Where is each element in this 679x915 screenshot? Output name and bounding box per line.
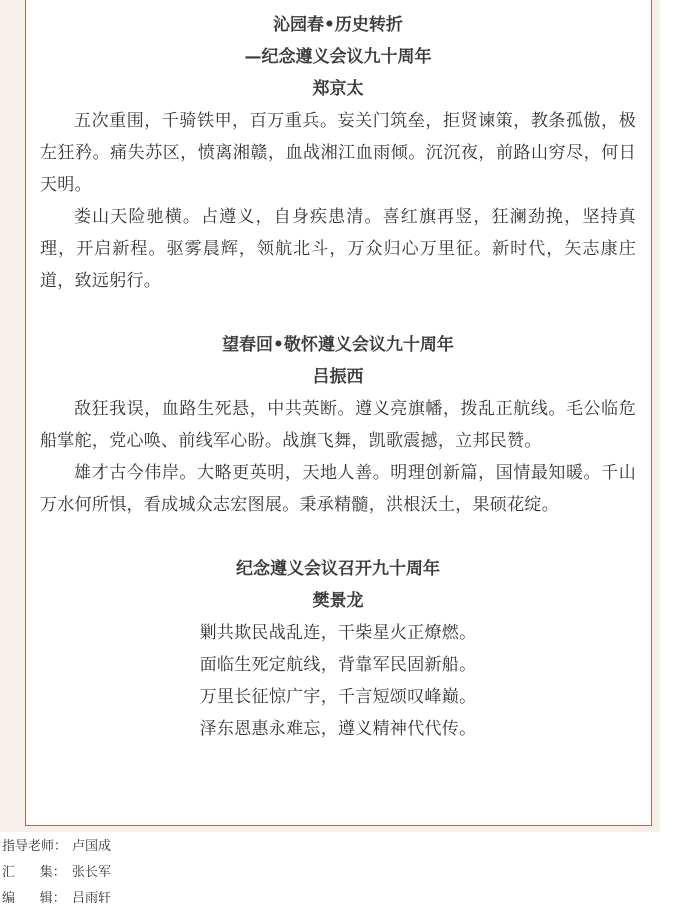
- poem-2-title: 望春回•敬怀遵义会议九十周年: [222, 335, 454, 355]
- poem-2-paragraph-2: 雄才古今伟岸。大略更英明，天地人善。明理创新篇，国情最知暖。千山万水何所惧，看成城众志宏图展。秉承精髓，洪根沃土，果硕花绽。: [40, 463, 636, 515]
- poem-3-author: 樊景龙: [312, 591, 364, 611]
- poem-3-title: 纪念遵义会议召开九十周年: [236, 559, 440, 579]
- credits: [2, 834, 111, 912]
- credit-row-editor: [2, 886, 111, 912]
- credit-row-compiler: [2, 860, 111, 886]
- poem-3-line-2: 面临生死定航线，背靠军民固新船。: [199, 655, 477, 675]
- section-gap: [40, 521, 636, 553]
- credit-label: 编 辑：: [2, 891, 66, 906]
- credit-value: 卢国成: [72, 839, 112, 854]
- poem-3-line-4: 泽东恩惠永难忘，遵义精神代代传。: [199, 719, 477, 739]
- credit-value: 吕雨轩: [72, 891, 112, 906]
- poem-1-paragraph-1: 五次重围，千骑铁甲，百万重兵。妄关门筑垒，拒贤谏策，教条孤傲，极左狂矜。痛失苏区，愤离湘赣，血战湘江血雨倾。沉沉夜，前路山穷尽，何日天明。: [40, 111, 636, 195]
- poem-3-line-1: 剿共欺民战乱连，干柴星火正燎燃。: [199, 623, 477, 643]
- poem-2-author: 吕振西: [312, 367, 364, 387]
- poem-content: [40, 9, 636, 745]
- credit-label: 指导老师：: [2, 839, 68, 854]
- poem-1-paragraph-2: 娄山天险驰横。占遵义，自身疾患清。喜红旗再竖，狂澜劲挽，坚持真理，开启新程。驱雾晨辉，领航北斗，万众归心万里征。新时代，矢志康庄道，致远躬行。: [40, 207, 636, 291]
- section-gap: [40, 297, 636, 329]
- credit-label: 汇 集：: [2, 865, 66, 880]
- poem-1-title: 沁园春•历史转折: [273, 15, 403, 35]
- poem-1-subtitle: —纪念遵义会议九十周年: [244, 47, 432, 67]
- poem-3-line-3: 万里长征惊广宇，千言短颂叹峰巅。: [199, 687, 477, 707]
- credit-value: 张长军: [72, 865, 112, 880]
- credit-row-advisor: [2, 834, 111, 860]
- poem-2-paragraph-1: 敌狂我误，血路生死悬，中共英断。遵义亮旗幡，拨乱正航线。毛公临危船掌舵，党心唤、前线军心盼。战旗飞舞，凯歌震撼，立邦民赞。: [40, 399, 636, 451]
- poem-1-author: 郑京太: [312, 79, 364, 99]
